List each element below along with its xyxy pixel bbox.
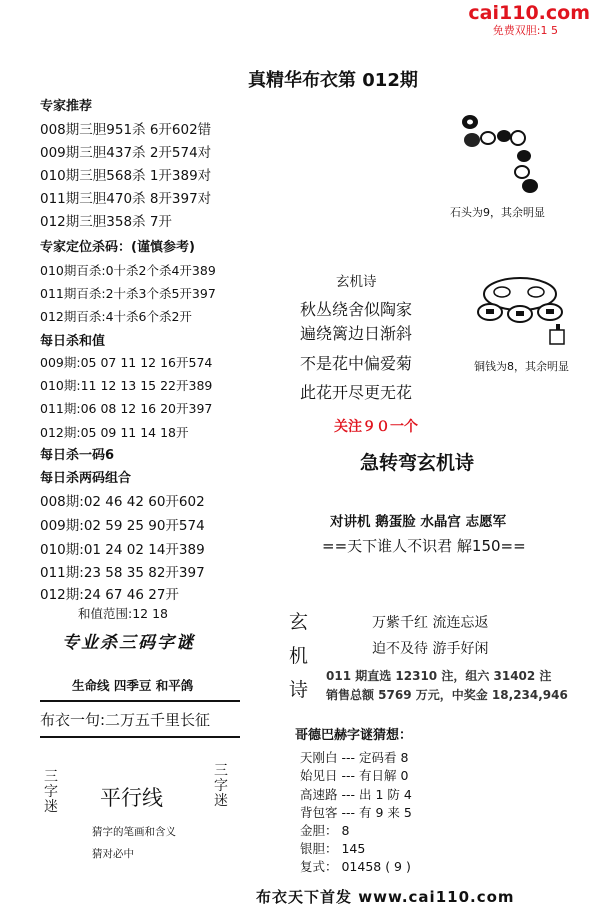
xuan-char: 玄	[289, 611, 309, 633]
expert-line: 010期三胆568杀 1开389对	[40, 168, 212, 184]
sum-range: 和值范围:12 18	[78, 606, 168, 621]
pos-line: 012期百杀:4十杀6个杀2开	[40, 309, 192, 324]
goethe-line: 高速路 --- 出 1 防 4	[300, 787, 412, 802]
sum-header: 每日杀和值	[40, 334, 106, 349]
kill-one: 每日杀一码6	[40, 448, 115, 463]
poem-line: 遍绕篱边日渐斜	[300, 324, 413, 343]
who-line: ==天下谁人不识君 解150==	[322, 537, 526, 555]
poem-title: 玄机诗	[336, 274, 377, 290]
coins-illustration	[472, 272, 572, 350]
expert-line: 008期三胆951杀 6开602错	[40, 122, 212, 138]
expert-line: 011期三胆470杀 8开397对	[40, 191, 212, 207]
sales-line-2: 销售总额 5769 万元，中奖金 18,234,946	[326, 688, 568, 702]
kill-two-line: 009期:02 59 25 90开574	[40, 518, 205, 534]
ji-char: 机	[289, 645, 309, 667]
shi-char: 诗	[289, 679, 309, 701]
expert-line: 009期三胆437杀 2开574对	[40, 145, 212, 161]
poem-line: 秋丛绕舍似陶家	[300, 300, 413, 319]
sales-line-1: 011 期直选 12310 注，组六 31402 注	[326, 669, 552, 683]
coin-caption: 铜钱为8，其余明显	[474, 360, 569, 373]
riddle-line: 生命线 四季豆 和平鸽	[72, 678, 194, 693]
riddle-title: 专业杀三码字谜	[62, 633, 195, 653]
sum-line: 012期:05 09 11 14 18开	[40, 425, 189, 440]
kill-two-line: 011期:23 58 35 82开397	[40, 565, 205, 581]
expert-header: 专家推荐	[40, 99, 93, 114]
divider	[40, 736, 240, 738]
kill-two-line: 010期:01 24 02 14开389	[40, 542, 205, 558]
three-word-left: 三字迷	[44, 769, 58, 815]
hint-1: 猜字的笔画和含义	[92, 826, 176, 838]
expert-line: 012期三胆358杀 7开	[40, 214, 172, 230]
poem3-line-1: 万紫千红 流连忘返	[372, 615, 489, 631]
stone-caption: 石头为9，其余明显	[450, 206, 545, 219]
goethe-line: 背包客 --- 有 9 来 5	[300, 805, 412, 820]
logo-site: cai110.com	[468, 2, 590, 24]
goethe-line: 复式： 01458 ( 9 )	[300, 859, 411, 874]
goethe-line: 银胆： 145	[300, 841, 366, 856]
goethe-line: 始见日 --- 有日解 0	[300, 768, 409, 783]
stone-illustration	[458, 108, 548, 196]
kill-two-header: 每日杀两码组合	[40, 471, 132, 486]
words-line: 对讲机 鹅蛋脸 水晶宫 志愿军	[330, 514, 507, 530]
parallel-line: 平行线	[100, 786, 163, 810]
logo-sub: 免费双胆:1 5	[492, 24, 558, 37]
page-title: 真精华布衣第 012期	[248, 70, 418, 91]
poem-line: 此花开尽更无花	[300, 383, 413, 402]
goethe-line: 天刚白 --- 定码看 8	[300, 750, 409, 765]
poem3-line-2: 迫不及待 游手好闲	[372, 641, 489, 657]
sum-line: 009期:05 07 11 12 16开574	[40, 355, 213, 370]
kill-two-line: 008期:02 46 42 60开602	[40, 494, 205, 510]
three-word-right: 三字迷	[214, 763, 228, 809]
goethe-title: 哥德巴赫字谜猜想：	[295, 728, 413, 743]
buyi-sentence: 布衣一句:二万五千里长征	[40, 711, 211, 729]
kill-two-line: 012期:24 67 46 27开	[40, 587, 179, 603]
divider	[40, 700, 240, 702]
pos-line: 010期百杀:0十杀2个杀4开389	[40, 263, 216, 278]
poem2-title: 急转弯玄机诗	[360, 452, 475, 474]
footer: 布衣天下首发 www.cai110.com	[256, 888, 515, 906]
pos-line: 011期百杀:2十杀3个杀5开397	[40, 286, 216, 301]
focus-text: 关注９０一个	[334, 419, 418, 435]
goethe-line: 金胆： 8	[300, 823, 350, 838]
site-logo[interactable]	[460, 0, 600, 40]
sum-line: 011期:06 08 12 16 20开397	[40, 401, 213, 416]
sum-line: 010期:11 12 13 15 22开389	[40, 378, 213, 393]
poem-line: 不是花中偏爱菊	[300, 354, 413, 373]
pos-header: 专家定位杀码：(谨慎参考)	[40, 240, 195, 255]
hint-2: 猜对必中	[92, 848, 134, 860]
